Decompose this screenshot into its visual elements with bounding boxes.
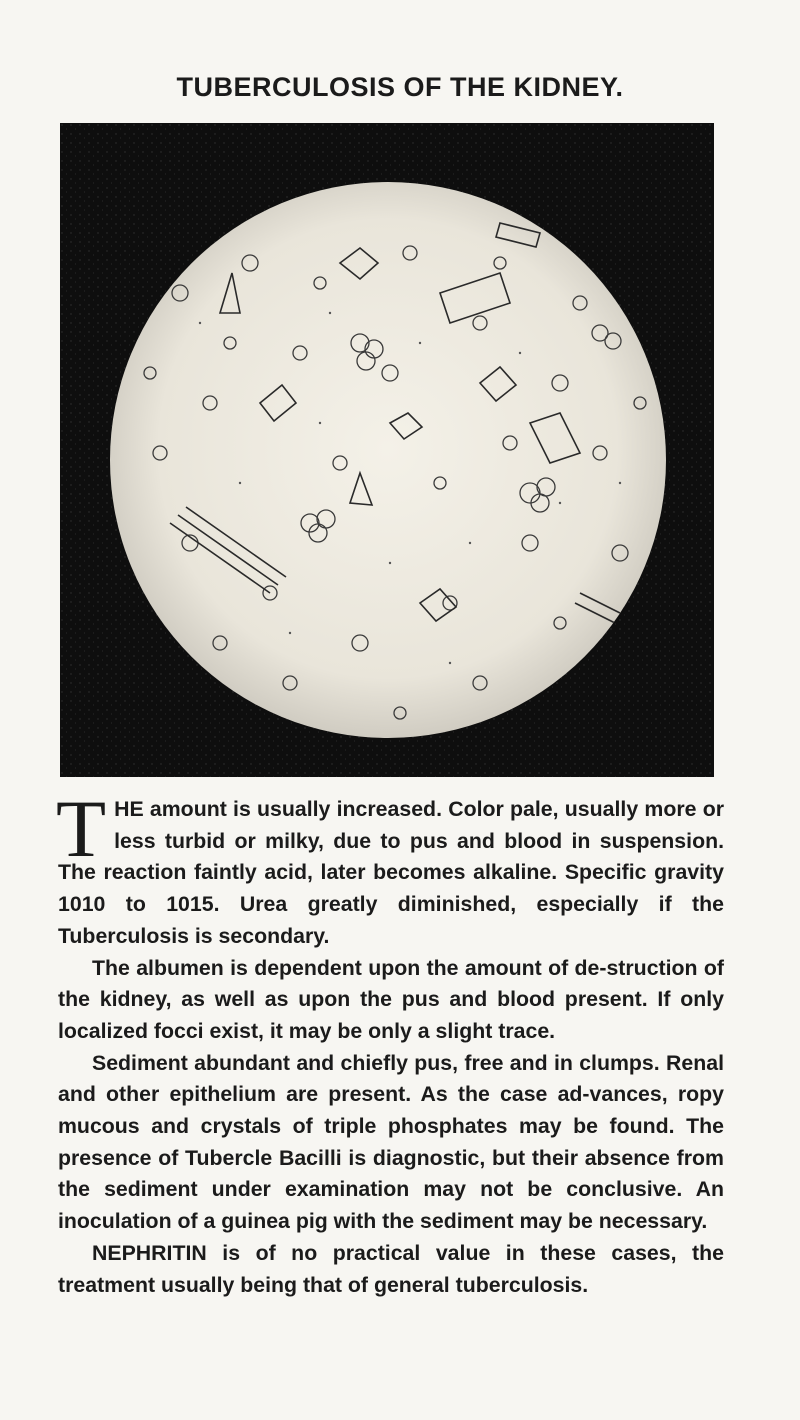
paragraph-3: Sediment abundant and chiefly pus, free and in clumps. Renal and other epithelium are present. As the case ad-vances, ropy mucous and crystals of triple phosphates may be found. The presence of Tubercle Bacilli is diagnostic, but their absence from the sediment under examination may not be conclusive. An inoculation of a guinea pig with the sediment may be necessary.: [58, 1050, 724, 1234]
paragraph-4: NEPHRITIN is of no practical value in these cases, the treatment usually being that of general tuberculosis.: [58, 1240, 724, 1297]
paragraph-1: THE amount is usually increased. Color pale, usually more or less turbid or milky, due to pus and blood in suspension. The reaction faintly acid, later becomes alkaline. Specific gravity 1010 to 1015. Urea greatly diminished, especially if the Tuberculosis is secondary.: [56, 783, 724, 948]
microscope-circle: [110, 182, 666, 738]
drop-cap: T: [56, 783, 107, 874]
paragraph-2: The albumen is dependent upon the amount of de-struction of the kidney, as well as upon the pus and blood present. If only localized focci exist, it may be only a slight trace.: [58, 955, 724, 1043]
microscope-figure: [60, 123, 714, 777]
microscope-field: [60, 123, 714, 777]
body-text: [56, 783, 724, 1301]
page-title: TUBERCULOSIS OF THE KIDNEY.: [176, 72, 624, 102]
